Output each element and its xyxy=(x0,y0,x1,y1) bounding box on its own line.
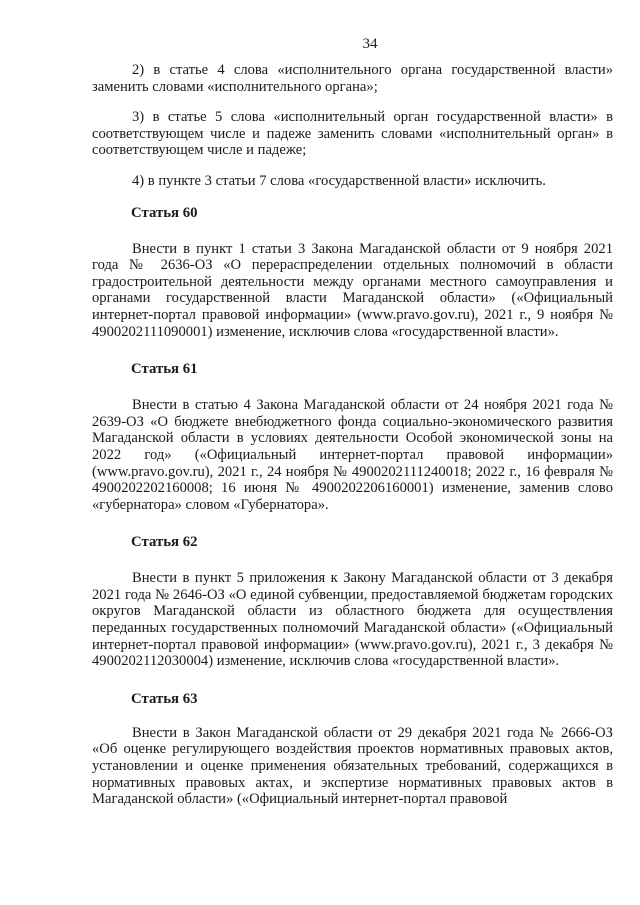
article-62-text: Внести в пункт 5 приложения к Закону Магаданской области от 3 декабря 2021 года № 2646-ОЗ «О единой субвенции, предоставляемой бюджетам городских округов Магаданской области из областного бюджета для осуществления переданных государственных полномочий Магаданской области» («Официальный интернет-портал правовой информации» (www.pravo.gov.ru), 2021 г., 3 декабря № 4900202112030004) изменение, исключив слова «государственной власти». xyxy=(92,570,613,670)
amendment-item-2: 2) в статье 4 слова «исполнительного органа государственной власти» заменить словами «исполнительного органа»; xyxy=(92,62,613,95)
article-63-heading: Статья 63 xyxy=(131,690,198,707)
amendment-item-4: 4) в пункте 3 статьи 7 слова «государственной власти» исключить. xyxy=(132,172,546,189)
article-61-heading: Статья 61 xyxy=(131,361,198,378)
article-60-heading: Статья 60 xyxy=(131,204,198,221)
article-62-heading: Статья 62 xyxy=(131,534,198,551)
document-body xyxy=(92,62,613,808)
article-61-text: Внести в статью 4 Закона Магаданской области от 24 ноября 2021 года № 2639-ОЗ «О бюджете внебюджетного фонда социально-экономического развития Магаданской области в условиях деятельности Особой экономической зоны на 2022 год» («Официальный интернет-портал правовой информации» (www.pravo.gov.ru), 2021 г., 24 ноября № 4900202111240018; 2022 г., 16 февраля № 4900202202160008; 16 июня № 4900202206160001) изменение, заменив слово «губернатора» словом «Губернатора». xyxy=(92,397,613,513)
amendment-item-3: 3) в статье 5 слова «исполнительный орган государственной власти» в соответствующем числе и падеже заменить словами «исполнительный орган» в соответствующем числе и падеже; xyxy=(92,109,613,159)
article-60-text: Внести в пункт 1 статьи 3 Закона Магаданской области от 9 ноября 2021 года № 2636-ОЗ «О перераспределении отдельных полномочий в области градостроительной деятельности между органами местного самоуправления и органами государственной власти Магаданской области» («Официальный интернет-портал правовой информации» (www.pravo.gov.ru), 2021 г., 9 ноября № 4900202111090001) изменение, исключив слова «государственной власти». xyxy=(92,240,613,340)
article-63-text: Внести в Закон Магаданской области от 29 декабря 2021 года № 2666-ОЗ «Об оценке регулирующего воздействия проектов нормативных правовых актов, установлении и оценке применения обязательных требований, содержащихся в нормативных правовых актах, и экспертизе нормативных правовых актов в Магаданской области» («Официальный интернет-портал правовой xyxy=(92,724,613,808)
page-number: 34 xyxy=(362,36,378,52)
